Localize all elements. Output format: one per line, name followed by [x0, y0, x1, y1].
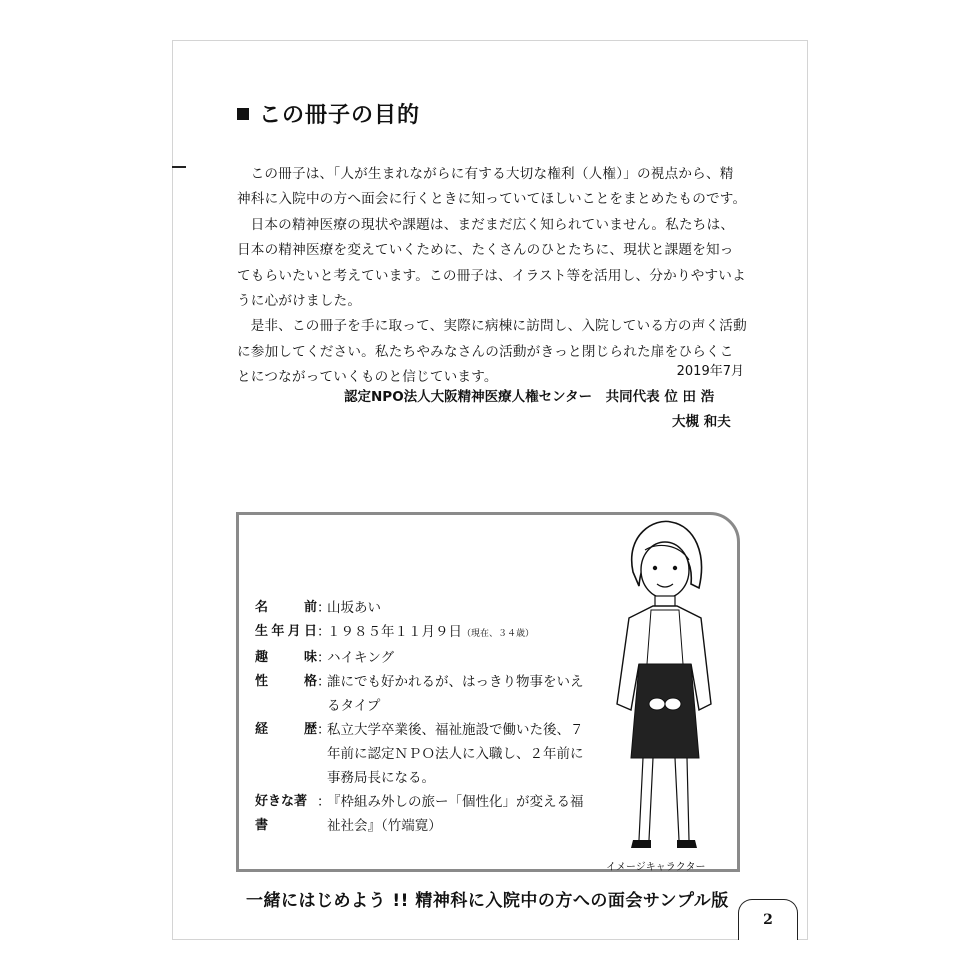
illustration-caption: イメージキャラクター [606, 862, 706, 873]
section-title: この冊子の目的 [259, 103, 421, 128]
profile-value: １９８５年１１月９日 [327, 624, 462, 640]
profile-value: ハイキング [327, 650, 395, 666]
profile-label: 趣 味 [255, 650, 317, 665]
paragraph: 日本の精神医療の現状や課題は、まだまだ広く知られていません。私たちは、日本の精神医療を変えていくために、たくさんのひとたちに、現状と課題を知ってもらいたいと考えています。この冊子は、イラスト等を活用し、分かりやすいように心がけました。 [237, 216, 746, 310]
margin-mark [172, 166, 186, 168]
paragraph: この冊子は、「人が生まれながらに有する大切な権利（人権）」の視点から、精神科に入院中の方へ面会に行くときに知っていてほしいことをまとめたものです。 [237, 166, 747, 208]
profile-row-hobby: 趣 味 ： ハイキング [255, 646, 595, 670]
profile-row-personality: 性 格 ： 誰にでも好かれるが、はっきり物事をいえるタイプ [255, 670, 595, 718]
section-heading [237, 98, 420, 129]
profile-row-career: 経 歴 ： 私立大学卒業後、福祉施設で働いた後、７年前に認定ＮＰＯ法人に入職し、２年前に事務局長になる。 [255, 718, 595, 790]
profile-row-name: 名 前 ： 山坂あい [255, 596, 595, 620]
profile-label: 生年月日 [255, 624, 317, 639]
profile-row-favorite-book: 好きな著書 ： 『枠組み外しの旅ー「個性化」が変える福祉社会』（竹端寛） [255, 790, 595, 838]
profile-value: 山坂あい [327, 600, 381, 616]
paragraph: 是非、この冊子を手に取って、実際に病棟に訪問し、入院している方の声く活動に参加してください。私たちやみなさんの活動がきっと閉じられた扉をひらくことにつながっていくものと信じています。 [237, 318, 747, 386]
second-representative: 大槻 和夫 [672, 414, 731, 430]
footer-title: 一緒にはじめよう !! 精神科に入院中の方への面会サンプル版 [246, 891, 729, 911]
age-note: （現在、３４歳） [462, 629, 535, 639]
profile-row-birthday: 生年月日 ： １９８５年１１月９日（現在、３４歳） [255, 620, 595, 646]
purpose-text [237, 162, 747, 391]
profile-list [255, 596, 595, 838]
profile-label: 経 歴 [255, 722, 317, 737]
character-illustration [595, 514, 725, 859]
organization-signature: 認定NPO法人大阪精神医療人権センター 共同代表 位 田 浩 [344, 389, 715, 405]
square-bullet-icon [237, 108, 249, 120]
page-number: 2 [738, 899, 798, 940]
profile-value: 誰にでも好かれるが、はっきり物事をいえるタイプ [327, 674, 584, 714]
profile-value: 私立大学卒業後、福祉施設で働いた後、７年前に認定ＮＰＯ法人に入職し、２年前に事務局長になる。 [327, 722, 584, 786]
date: 2019年7月 [676, 364, 744, 379]
profile-label: 名 前 [255, 600, 317, 615]
profile-label: 好きな著書 [255, 794, 308, 833]
profile-label: 性 格 [255, 674, 317, 689]
profile-value: 『枠組み外しの旅ー「個性化」が変える福祉社会』（竹端寛） [327, 794, 584, 834]
